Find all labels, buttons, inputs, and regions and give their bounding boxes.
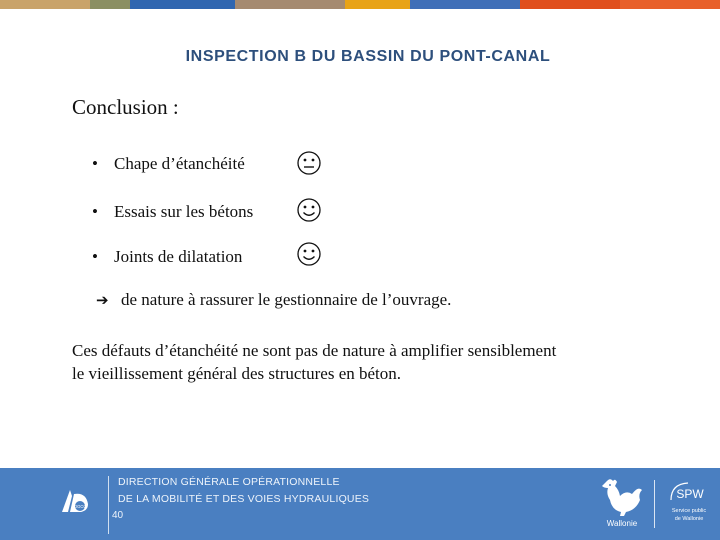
bullet-item-joints [92, 247, 242, 273]
bullet-item-chape [92, 154, 245, 180]
dgo2-logo-icon [58, 484, 94, 520]
smiley-face-icon [296, 241, 322, 267]
bullet-label: Joints de dilatation [114, 247, 243, 266]
spw-logo-text: SPW [676, 487, 704, 501]
bullet-dot: • [92, 154, 98, 173]
wallonie-label: Wallonie [606, 519, 638, 528]
dgo2-logo-text: DGO2 [74, 503, 86, 509]
wallonie-rooster-icon [598, 476, 644, 518]
conclusion-heading: Conclusion : [72, 95, 179, 119]
color-segment [235, 0, 345, 9]
arrow-conclusion [96, 290, 451, 310]
right-arrow-icon: ➔ [96, 291, 109, 309]
paragraph-line: Ces défauts d’étanchéité ne sont pas de nature à amplifier sensiblement [72, 341, 557, 360]
bullet-label: Chape d’étanchéité [114, 154, 245, 173]
arrow-text: de nature à rassurer le gestionnaire de l’ouvrage. [121, 290, 452, 309]
bullet-label: Essais sur les bétons [114, 202, 254, 221]
color-segment [90, 0, 130, 9]
neutral-face-icon [296, 150, 322, 176]
page-number: 40 [112, 510, 124, 521]
color-segment [520, 0, 620, 9]
bullet-dot: • [92, 247, 98, 266]
footer-line-2: DE LA MOBILITÉ ET DES VOIES HYDRAULIQUES [118, 493, 370, 505]
spw-subtitle-2: de Wallonie [674, 516, 704, 522]
slide-title: INSPECTION B DU BASSIN DU PONT-CANAL [185, 48, 551, 65]
footer-line-1: DIRECTION GÉNÉRALE OPÉRATIONNELLE [118, 476, 340, 488]
color-segment [0, 0, 90, 9]
spw-logo-icon [668, 480, 708, 506]
paragraph-line: le vieillissement général des structures en béton. [72, 364, 402, 383]
color-segment [130, 0, 235, 9]
color-segment [620, 0, 720, 9]
smiley-face-icon [296, 197, 322, 223]
bullet-dot: • [92, 202, 98, 221]
footer-divider [654, 480, 655, 528]
top-color-bar [0, 0, 720, 9]
footer-banner [0, 468, 720, 540]
spw-subtitle-1: Service public [671, 508, 707, 514]
footer-divider [108, 476, 109, 534]
color-segment [345, 0, 410, 9]
bullet-item-essais [92, 202, 253, 228]
color-segment [410, 0, 520, 9]
summary-paragraph [72, 339, 672, 385]
